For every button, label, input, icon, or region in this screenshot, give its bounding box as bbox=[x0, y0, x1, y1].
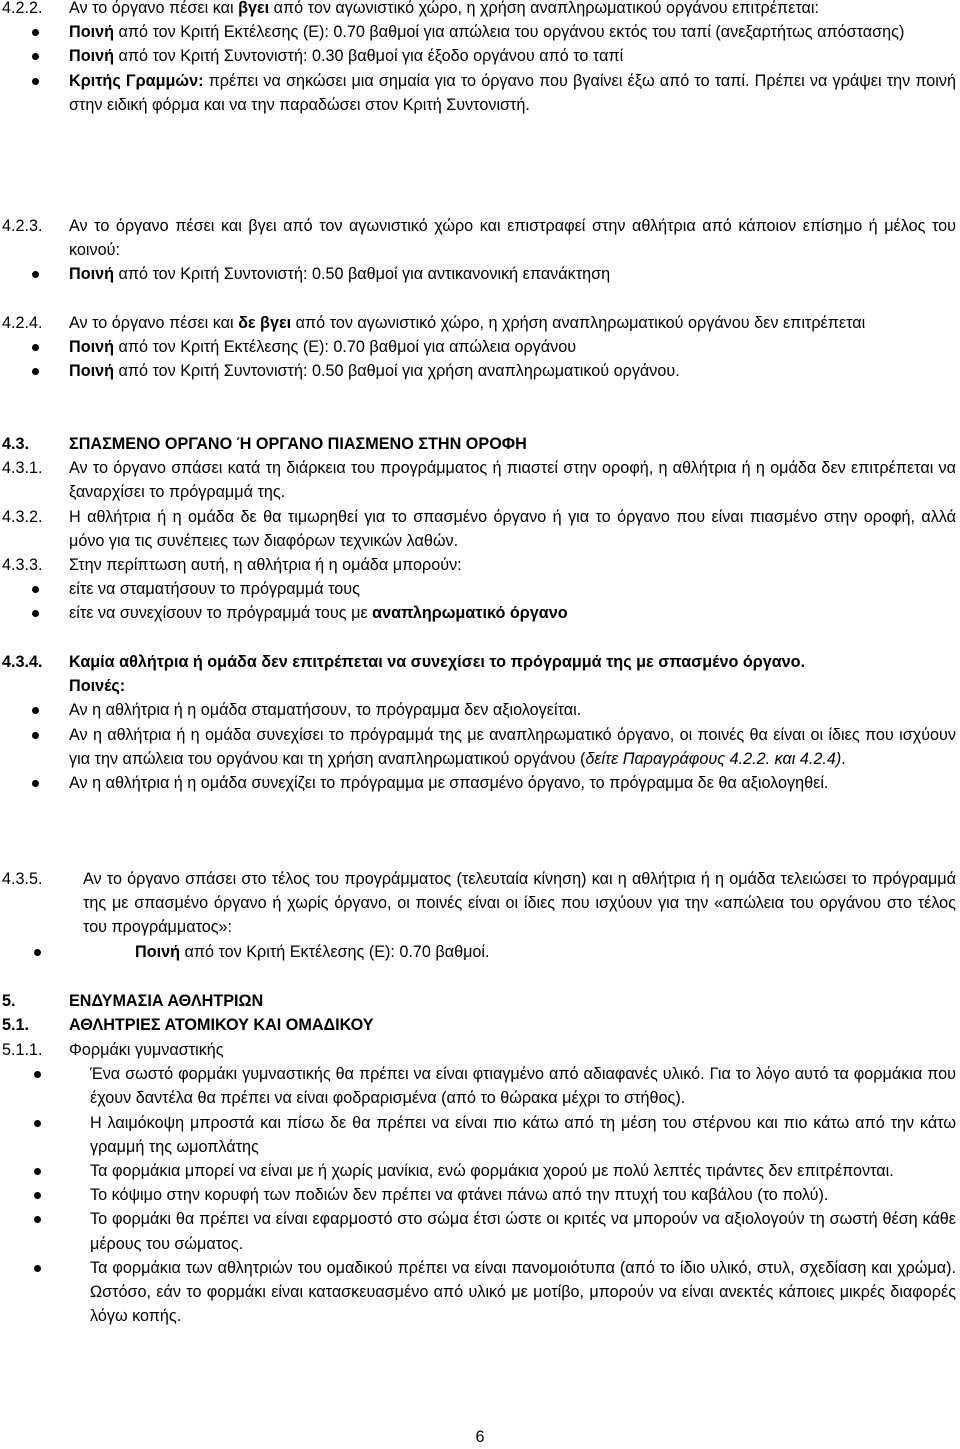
section-number: 4.2.4. bbox=[2, 314, 43, 332]
penalties-label: Ποινές: bbox=[69, 677, 126, 696]
penalty-list bbox=[2, 262, 956, 286]
section-text: Η αθλήτρια ή η ομάδα δε θα τιμωρηθεί για το σπασμένο όργανο ή για το όργανο που είναι πιασμένο στην οροφή, αλλά μόνο για τις συνέπειες των διαφόρων τεχνικών λαθών. bbox=[69, 508, 956, 551]
list-item: Ποινή από τον Κριτή Εκτέλεσης (Ε): 0.70 βαθμοί για απώλεια οργάνου bbox=[2, 335, 956, 359]
penalty-list bbox=[2, 940, 956, 964]
section-5-heading bbox=[2, 989, 956, 1013]
list-item: Τα φορμάκια των αθλητριών του ομαδικού πρέπει να είναι πανομοιότυπα (από το ίδιο υλικό, στυλ, σχεδίαση και χρώμα). Ωστόσο, εάν το φορμάκι είναι κατασκευασμένο από υλικό με μοτίβο, μπορούν να είναι ανεκτές κάποιες μικρές διαφορές λόγω κοπής. bbox=[2, 1256, 956, 1329]
section-number: 4.3.2. bbox=[2, 508, 43, 526]
list-item: Το φορμάκι θα πρέπει να είναι εφαρμοστό στο σώμα έτσι ώστε οι κριτές να μπορούν να αξιολογούν τη σωστή θέση κάθε μέρους του σώματος. bbox=[2, 1207, 956, 1255]
list-item: είτε να συνεχίσουν το πρόγραμμά τους με αναπληρωματικό όργανο bbox=[2, 601, 956, 625]
section-number: 4.3.5. bbox=[2, 870, 43, 888]
section-text: Στην περίπτωση αυτή, η αθλήτρια ή η ομάδα μπορούν: bbox=[69, 556, 462, 574]
section-text: Αν το όργανο πέσει και δε βγει από τον αγωνιστικό χώρο, η χρήση αναπληρωματικού οργάνου δεν επιτρέπεται bbox=[69, 314, 866, 332]
section-text: Αν το όργανο πέσει και βγει από τον αγωνιστικό χώρο, η χρήση αναπληρωματικού οργάνου επιτρέπεται: bbox=[69, 0, 819, 17]
list-item: Κριτής Γραμμών: πρέπει να σηκώσει μια σημαία για το όργανο που βγαίνει έξω από το ταπί. Πρέπει να γράψει την ποινή στην ειδική φόρμα και να την παραδώσει στον Κριτή Συντονιστή. bbox=[2, 69, 956, 117]
penalties-list bbox=[2, 698, 956, 795]
section-title: ΕΝΔΥΜΑΣΙΑ ΑΘΛΗΤΡΙΩΝ bbox=[69, 992, 264, 1010]
list-item: Η λαιμόκοψη μπροστά και πίσω δε θα πρέπει να είναι πιο κάτω από τη μέση του στέρνου και πιο κάτω από την κάτω γραμμή της ωμοπλάτης bbox=[2, 1111, 956, 1159]
list-item: Ένα σωστό φορμάκι γυμναστικής θα πρέπει να είναι φτιαγμένο από αδιαφανές υλικό. Για το λόγο αυτό τα φορμάκια που έχουν δαντέλα θα πρέπει να είναι φοδραρισμένα (από το θώρακα μέχρι το στήθος). bbox=[2, 1062, 956, 1110]
list-item: Ποινή από τον Κριτή Συντονιστή: 0.50 βαθμοί για χρήση αναπληρωματικού οργάνου. bbox=[2, 359, 956, 383]
section-text: Αν το όργανο σπάσει κατά τη διάρκεια του προγράμματος ή πιαστεί στην οροφή, η αθλήτρια ή η ομάδα δεν επιτρέπεται να ξαναρχίσει το πρόγραμμά της. bbox=[69, 459, 956, 502]
penalty-list bbox=[2, 335, 956, 383]
list-item: είτε να σταματήσουν το πρόγραμμά τους bbox=[2, 577, 956, 601]
section-number: 4.3.3. bbox=[2, 556, 43, 574]
list-item: Τα φορμάκια μπορεί να είναι με ή χωρίς μανίκια, ενώ φορμάκια χορού με πολύ λεπτές τιράντες δεν επιτρέπονται. bbox=[2, 1159, 956, 1183]
section-number: 4.3.1. bbox=[2, 459, 43, 477]
section-4-3-heading bbox=[2, 432, 956, 456]
section-number: 4.2.3. bbox=[2, 217, 43, 235]
list-item: Ποινή από τον Κριτή Συντονιστή: 0.50 βαθμοί για αντικανονική επανάκτηση bbox=[2, 262, 956, 286]
section-number: 4.3.4. bbox=[2, 653, 43, 671]
section-5-1-1 bbox=[2, 1038, 956, 1328]
section-text: Αν το όργανο σπάσει στο τέλος του προγράμματος (τελευταία κίνηση) και η αθλήτρια ή η ομάδα τελειώσει το πρόγραμμά της με σπασμένο όργανο ή χωρίς όργανο, οι ποινές είναι οι ίδιες που ισχύουν για την «απώλεια του οργάνου στο τέλος του προγράμματος»: bbox=[83, 870, 956, 937]
section-4-2-2 bbox=[2, 0, 956, 117]
section-title: Φορμάκι γυμναστικής bbox=[69, 1041, 224, 1059]
section-4-3-3 bbox=[2, 553, 956, 626]
list-item: Ποινή από τον Κριτή Εκτέλεσης (Ε): 0.70 βαθμοί για απώλεια του οργάνου εκτός του ταπί (ανεξαρτήτως απόστασης) bbox=[2, 20, 956, 44]
section-4-3-5 bbox=[2, 867, 956, 964]
section-title: Καμία αθλήτρια ή ομάδα δεν επιτρέπεται να συνεχίσει το πρόγραμμά της με σπασμένο όργανο. bbox=[69, 653, 806, 671]
section-4-3-2 bbox=[2, 505, 956, 553]
section-5-1-heading bbox=[2, 1013, 956, 1037]
section-number: 4.2.2. bbox=[2, 0, 43, 17]
section-title: ΑΘΛΗΤΡΙΕΣ ΑΤΟΜΙΚΟΥ ΚΑΙ ΟΜΑΔΙΚΟΥ bbox=[69, 1016, 374, 1034]
section-number: 4.3. bbox=[2, 435, 30, 453]
section-4-3-1 bbox=[2, 456, 956, 504]
section-text: Αν το όργανο πέσει και βγει από τον αγωνιστικό χώρο και επιστραφεί στην αθλήτρια από κάποιον επίσημο ή μέλος του κοινού: bbox=[69, 217, 956, 260]
section-4-2-3 bbox=[2, 214, 956, 287]
list-item: Ποινή από τον Κριτή Εκτέλεσης (Ε): 0.70 βαθμοί. bbox=[2, 940, 956, 964]
section-number: 5. bbox=[2, 992, 16, 1010]
page-number: 6 bbox=[475, 1428, 485, 1446]
section-4-2-4 bbox=[2, 311, 956, 384]
section-title: ΣΠΑΣΜΕΝΟ ΟΡΓΑΝΟ Ή ΟΡΓΑΝΟ ΠΙΑΣΜΕΝΟ ΣΤΗΝ ΟΡΟΦΗ bbox=[69, 435, 527, 453]
list-item: Ποινή από τον Κριτή Συντονιστή: 0.30 βαθμοί για έξοδο οργάνου από το ταπί bbox=[2, 44, 956, 68]
section-4-3-4 bbox=[2, 650, 956, 795]
list-item: Αν η αθλήτρια ή η ομάδα συνεχίζει το πρόγραμμα με σπασμένο όργανο, το πρόγραμμα δε θα αξιολογηθεί. bbox=[2, 771, 956, 795]
list-item: Αν η αθλήτρια ή η ομάδα σταματήσουν, το πρόγραμμα δεν αξιολογείται. bbox=[2, 698, 956, 722]
penalty-list bbox=[2, 20, 956, 117]
section-number: 5.1.1. bbox=[2, 1041, 43, 1059]
section-number: 5.1. bbox=[2, 1016, 30, 1034]
leotard-rules-list bbox=[2, 1062, 956, 1328]
options-list bbox=[2, 577, 956, 625]
list-item: Αν η αθλήτρια ή η ομάδα συνεχίσει το πρόγραμμά της με αναπληρωματικό όργανο, οι ποινές θα είναι οι ίδιες που ισχύουν για την απώλεια του οργάνου και τη χρήση αναπληρωματικού οργάνου (δείτε Παραγράφους 4.2.2. και 4.2.4). bbox=[2, 723, 956, 771]
list-item: Το κόψιμο στην κορυφή των ποδιών δεν πρέπει να φτάνει πάνω από την πτυχή του καβάλου (το πολύ). bbox=[2, 1183, 956, 1207]
